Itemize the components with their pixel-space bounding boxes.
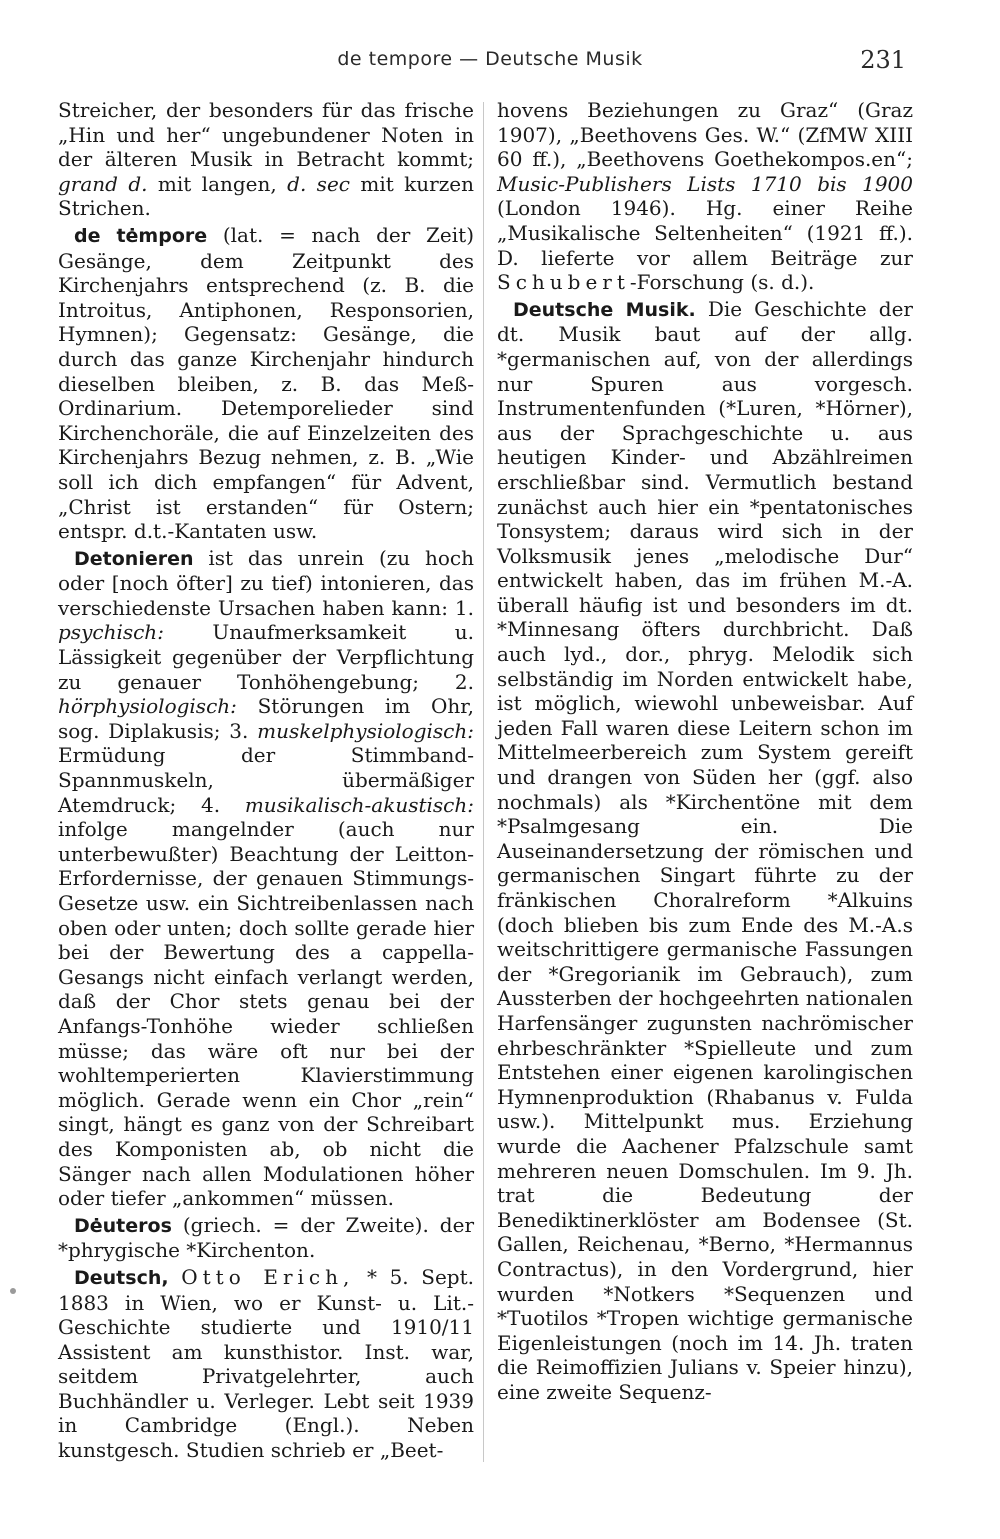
spaced-name: Otto Erich,	[181, 1264, 355, 1289]
column-divider	[483, 102, 484, 1462]
page-header	[60, 46, 920, 80]
margin-dot	[10, 1288, 16, 1294]
entry-headword: Deutsche Musik.	[513, 298, 696, 321]
right-column	[497, 98, 913, 1404]
entry-deuteros: Dėuteros (griech. = der Zweite). der *phrygische *Kirchenton.	[58, 1212, 474, 1263]
entry-headword: Deutsch,	[74, 1266, 169, 1289]
page-number: 231	[860, 46, 906, 74]
entry-deutsche-musik: Deutsche Musik. Die Geschichte der dt. Musik baut auf der allg. *germanischen auf, von der allerdings nur Spuren aus vorgesch. Instrumentenfunden (*Luren, *Hörner), aus der Sprachgeschichte u. aus heutigen Kinder- und Abzählreimen erschließbar sind. Vermutlich bestand zunächst auch hier ein *pentatonisches Tonsystem; daraus wird sich in der Volksmusik jenes „melodische Dur“ entwickelt haben, das im frühen M.-A. überall häufig ist und besonders im dt. *Minnesang öfters durchbricht. Daß auch lyd., dor., phryg. Melodik sich selbständig im Norden entwickelt habe, ist möglich, wiewohl unbeweisbar. Auf jeden Fall waren diese Leitern schon im Mittelmeerbereich zum System gereift und drangen von Süden her (ggf. also nochmals) als *Kirchentöne mit dem *Psalmgesang ein. Die Auseinandersetzung der römischen und germanischen Singart führte zu der fränkischen Choralreform *Alkuins (doch blieben bis zum Ende des M.-A.s weitschrittigere germanische Fassungen der *Gregorianik im Gebrauch), zum Aussterben der hochgeehrten nationalen Harfensänger zugunsten nachrömischer ehrbeschränkter *Spielleute und zum Entstehen einer eigenen karolingischen Hymnenproduktion (Rhabanus v. Fulda usw.). Mittelpunkt mus. Erziehung wurde die Aachener Pfalzschule samt mehreren neuen Domschulen. Im 9. Jh. trat die Bedeutung der Benediktinerklöster am Bodensee (St. Gallen, Reichenau, *Berno, *Hermannus Contractus), in den Vordergrund, hier wurden *Notkers *Sequenzen und *Tuotilos *Tropen wichtige germanische Eigenleistungen (noch im 14. Jh. traten die Reimoffizien Julians v. Speier hinzu), eine zweite Sequenz-	[497, 296, 913, 1404]
entry-headword: Detonieren	[74, 547, 194, 570]
entry-headword: de tėmpore	[74, 224, 208, 247]
spaced-name: Schubert	[497, 270, 630, 295]
entry-deutsch: Deutsch, Otto Erich, * 5. Sept. 1883 in Wien, wo er Kunst- u. Lit.-Geschichte studierte und 1910/11 Assistent am kunsthistor. Inst. war, seitdem Privatgelehrter, auch Buchhändler u. Verleger. Lebt seit 1939 in Cambridge (Engl.). Neben kunstgesch. Studien schrieb er „Beet-	[58, 1264, 475, 1463]
continued-paragraph: Streicher, der besonders für das frische „Hin und her“ ungebundener Noten in der älteren Musik in Betracht kommt; grand d. mit langen, d. sec mit kurzen Strichen.	[58, 98, 474, 221]
running-title: de tempore — Deutsche Musik	[337, 48, 643, 70]
entry-headword: Dėuteros	[74, 1214, 172, 1237]
entry-de-tempore: de tėmpore (lat. = nach der Zeit) Gesänge, dem Zeitpunkt des Kirchenjahrs entsprechend (z. B. die Introitus, Antiphonen, Responsorien, Hymnen); Gegensatz: Gesänge, die durch das ganze Kirchenjahr hindurch dieselben bleiben, z. B. das Meß-Ordinarium. Detemporelieder sind Kirchenchoräle, die auf Einzelzeiten des Kirchenjahrs Bezug nehmen, z. B. „Wie soll ich dich empfangen“ für Advent, „Christ ist erstanden“ für Ostern; entspr. d.t.-Kantaten usw.	[58, 222, 475, 544]
left-column	[58, 98, 474, 1463]
continued-paragraph: hovens Beziehungen zu Graz“ (Graz 1907), „Beethovens Ges. W.“ (ZfMW XIII 60 ff.), „Beethovens Goethekompos.en“; Music-Publishers Lists 1710 bis 1900 (London 1946). Hg. einer Reihe „Musikalische Seltenheiten“ (1921 ff.). D. lieferte vor allem Beiträge zur Schubert-Forschung (s. d.).	[497, 98, 913, 295]
entry-detonieren: Detonieren ist das unrein (zu hoch oder [noch öfter] zu tief) intonieren, das verschiedenste Ursachen haben kann: 1. psychisch: Unaufmerksamkeit u. Lässigkeit gegenüber der Verpflichtung zu genauer Tonhöhengebung; 2. hörphysiologisch: Störungen im Ohr, sog. Diplakusis; 3. muskelphysiologisch: Ermüdung der Stimmband-Spannmuskeln, übermäßiger Atemdruck; 4. musikalisch-akustisch: infolge mangelnder (auch nur unterbewußter) Beachtung der Leitton-Erfordernisse, der genauen Stimmungs-Gesetze usw. ein Sichtreibenlassen nach oben oder unten; doch sollte gerade hier bei der Bewertung des a cappella-Gesangs nicht einfach verlangt werden, daß der Chor stets genau bei der Anfangs-Tonhöhe wieder schließen müsse; das wäre oft nur bei der wohltemperierten Klavierstimmung möglich. Gerade wenn ein Chor „rein“ singt, hängt es ganz von der Schreibart des Komponisten ab, ob nicht die Sänger nach allen Modulationen höher oder tiefer „ankommen“ müssen.	[58, 545, 474, 1211]
